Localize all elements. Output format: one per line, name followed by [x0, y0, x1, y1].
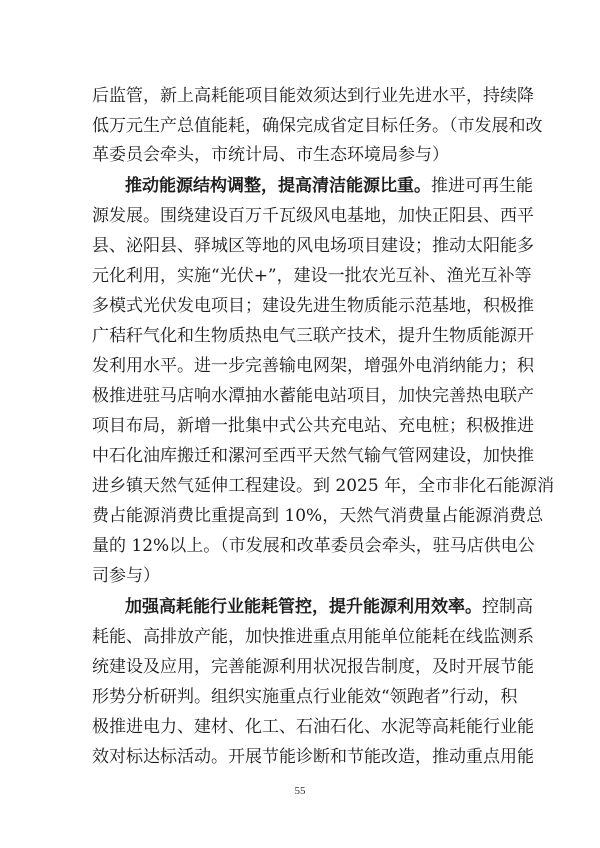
line-text: 低万元生产总值能耗，确保完成省定目标任务。（市发展和改: [92, 116, 543, 136]
page-number: 55: [294, 785, 306, 797]
text-line: [92, 264, 532, 288]
text-line: [92, 324, 534, 348]
text-line: [125, 595, 533, 619]
text-line: [92, 655, 534, 679]
text-line: [92, 745, 534, 769]
text-line: [92, 294, 534, 318]
line-text: 量的 12%以上。（市发展和改革委员会牵头，驻马店供电公: [92, 536, 535, 556]
text-line: [92, 384, 534, 408]
text-line: [92, 114, 543, 138]
line-text: 多模式光伏发电项目；建设先进生物质能示范基地，积极推: [92, 296, 534, 316]
line-text: 元化利用，实施“光伏+”，建设一批农光互补、渔光互补等: [92, 266, 532, 286]
line-text: 发利用水平。进一步完善输电网架，增强外电消纳能力；积: [92, 356, 534, 376]
line-text: 后监管，新上高耗能项目能效须达到行业先进水平，持续降: [92, 86, 534, 106]
line-text: 形势分析研判。组织实施重点行业能效“领跑者”行动，积: [92, 687, 518, 707]
line-text: 革委员会牵头，市统计局、市生态环境局参与）: [92, 145, 449, 165]
line-text: 控制高: [482, 597, 533, 617]
line-text: 极推进驻马店响水潭抽水蓄能电站项目，加快完善热电联产: [92, 386, 534, 406]
text-line: [92, 625, 534, 649]
line-text: 广秸秆气化和生物质热电气三联产技术，提升生物质能源开: [92, 326, 534, 346]
text-line: [92, 354, 534, 378]
text-line: [92, 414, 534, 438]
line-text: 源发展。围绕建设百万千瓦级风电基地，加快正阳县、西平: [92, 206, 534, 226]
text-line: [92, 715, 534, 739]
text-line: [92, 534, 535, 558]
line-text: 进乡镇天然气延伸工程建设。到 2025 年，全市非化石能源消: [92, 476, 555, 496]
text-line: [92, 685, 518, 709]
text-line: [92, 204, 534, 228]
section-heading: 推动能源结构调整，提高清洁能源比重。: [125, 176, 431, 196]
line-text: 费占能源消费比重提高到 10%，天然气消费量占能源消费总: [92, 506, 544, 526]
text-line: [125, 174, 533, 198]
text-line: [92, 564, 513, 588]
text-line: [92, 504, 544, 528]
line-text: 县、泌阳县、驿城区等地的风电场项目建设；推动太阳能多: [92, 236, 534, 256]
section-heading: 加强高耗能行业能耗管控，提升能源利用效率。: [125, 597, 482, 617]
text-line: [92, 84, 534, 108]
text-line: [92, 474, 555, 498]
line-text: 司参与）: [92, 566, 160, 586]
line-text: 极推进电力、建材、化工、石油石化、水泥等高耗能行业能: [92, 717, 534, 737]
line-text: 效对标达标活动。开展节能诊断和节能改造，推动重点用能: [92, 747, 534, 767]
line-text: 推进可再生能: [431, 176, 533, 196]
line-text: 项目布局，新增一批集中式公共充电站、充电桩；积极推进: [92, 416, 534, 436]
line-text: 中石化油库搬迁和漯河至西平天然气输气管网建设，加快推: [92, 446, 534, 466]
text-line: [92, 143, 513, 167]
line-text: 统建设及应用，完善能源利用状况报告制度，及时开展节能: [92, 657, 534, 677]
line-text: 耗能、高排放产能，加快推进重点用能单位能耗在线监测系: [92, 627, 534, 647]
text-line: [92, 444, 534, 468]
text-line: [92, 234, 534, 258]
